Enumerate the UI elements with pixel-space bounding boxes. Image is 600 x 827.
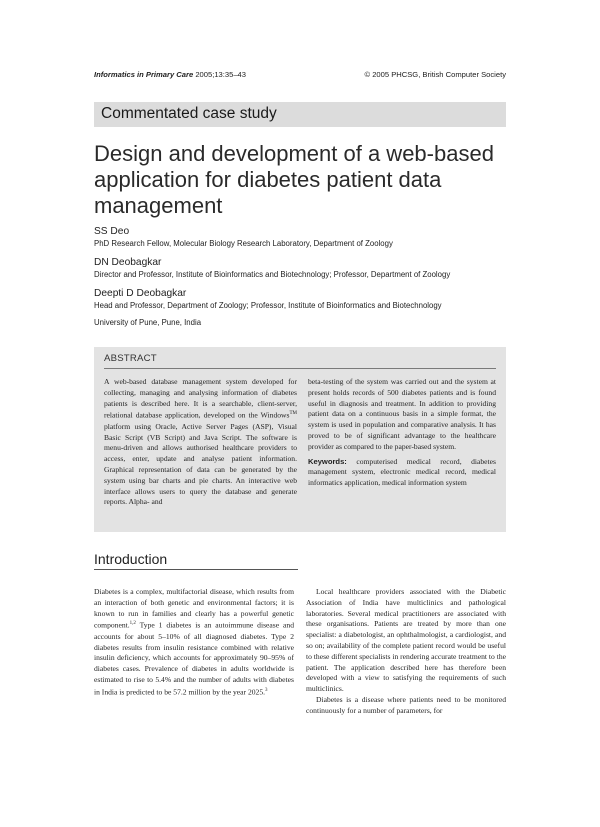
body-paragraph: Diabetes is a disease where patients need to be monitored continuously for a number of parameters, for [306, 694, 506, 715]
section-label: Commentated case study [101, 105, 277, 122]
abstract-heading: ABSTRACT [104, 353, 157, 364]
article-title: Design and development of a web-based application for diabetes patient data management [94, 141, 494, 218]
body-column-left [94, 587, 294, 698]
author-affiliation: Head and Professor, Department of Zoology; Professor, Institute of Bioinformatics and Biotechnology [94, 301, 442, 310]
author-name: DN Deobagkar [94, 257, 162, 268]
abstract-paragraph [104, 377, 297, 508]
copyright: © 2005 PHCSG, British Computer Society [364, 70, 506, 79]
abstract-box [94, 347, 506, 532]
journal-citation [94, 70, 246, 79]
introduction-heading: Introduction [94, 551, 168, 567]
abstract-divider [104, 368, 496, 369]
running-head [94, 70, 506, 82]
body-text: Type 1 diabetes is an autoimmune disease and accounts for about 5–10% of all diagnosed diabetes. Type 2 diabetes results from insulin resistance combined with relative insulin deficiency, which accounts for approximately 90–95% of diabetes cases. Prevalence of diabetes in adults worldwide is estimated to rise to 5.4% and the number of adults with diabetes in India is predicted to be 57.2 million by the year 2025. [94, 620, 294, 697]
author-affiliation: Director and Professor, Institute of Bioinformatics and Biotechnology; Professor, Department of Zoology [94, 270, 451, 279]
keywords [308, 457, 496, 489]
keywords-label: Keywords: [308, 456, 347, 466]
citation: 2005;13:35–43 [195, 70, 246, 79]
section-band [94, 102, 506, 127]
abstract-text: A web-based database management system developed for collecting, managing and analysing information of diabetes patients is described here. It is a searchable, client-server, relational database application, developed on the Windows [104, 377, 297, 420]
keywords-text: computerised medical record, diabetes management system, electronic medical record, medical informatics application, medical information system [308, 456, 496, 488]
abstract-column-right [308, 377, 496, 489]
body-text: Diabetes is a complex, multifactorial disease, which results from an interaction of both genetic and environmental factors; it is known to run in families and clearly has a powerful genetic component. [94, 587, 294, 630]
author-name: Deepti D Deobagkar [94, 288, 187, 299]
reference-marker: 1,2 [129, 621, 136, 627]
author-2 [94, 257, 514, 280]
trademark-mark: TM [289, 411, 297, 417]
body-paragraph: Local healthcare providers associated with the Diabetic Association of India have multiclinics and pathological laboratories. Several medical practitioners are associated with these organisations. Patients are treated by more than one specialist: a diabetologist, an ophthalmologist, a cardiologist, and so on; availability of the complete patient record would be useful to these different specialists in rendering accurate treatment to the patient. The application described here has therefore been developed with a view to satisfying the requirements of such multiclinics. [306, 587, 506, 694]
body-column-right [306, 587, 506, 717]
abstract-paragraph: beta-testing of the system was carried out and the system at present holds records of 500 diabetes patients and is found useful in diagnosis and treatment. In addition to providing patient data on a continuous basis in a simple format, the system is used in population and comparative analysis. It has proved to be of significant advantage to the healthcare provider as compared to the paper-based system. [308, 377, 496, 451]
reference-marker: 3 [265, 687, 268, 693]
abstract-column-left [104, 377, 297, 508]
author-affiliation: PhD Research Fellow, Molecular Biology Research Laboratory, Department of Zoology [94, 239, 393, 248]
author-1 [94, 226, 514, 249]
author-3 [94, 288, 514, 311]
body-paragraph [94, 587, 294, 698]
abstract-text: platform using Oracle, Active Server Pages (ASP), Visual Basic Script (VB Script) and Java Script. The software is menu-driven and allows authorised healthcare providers to access, enter, update and analyse patient information. Graphical representation of data can be generated by the system using bar charts and pie charts. An interactive web interface allows users to query the database and generate reports. Alpha- and [104, 421, 297, 507]
author-name: SS Deo [94, 226, 130, 237]
introduction-divider [94, 569, 298, 570]
institution-location: University of Pune, Pune, India [94, 318, 202, 327]
journal-name: Informatics in Primary Care [94, 70, 194, 79]
